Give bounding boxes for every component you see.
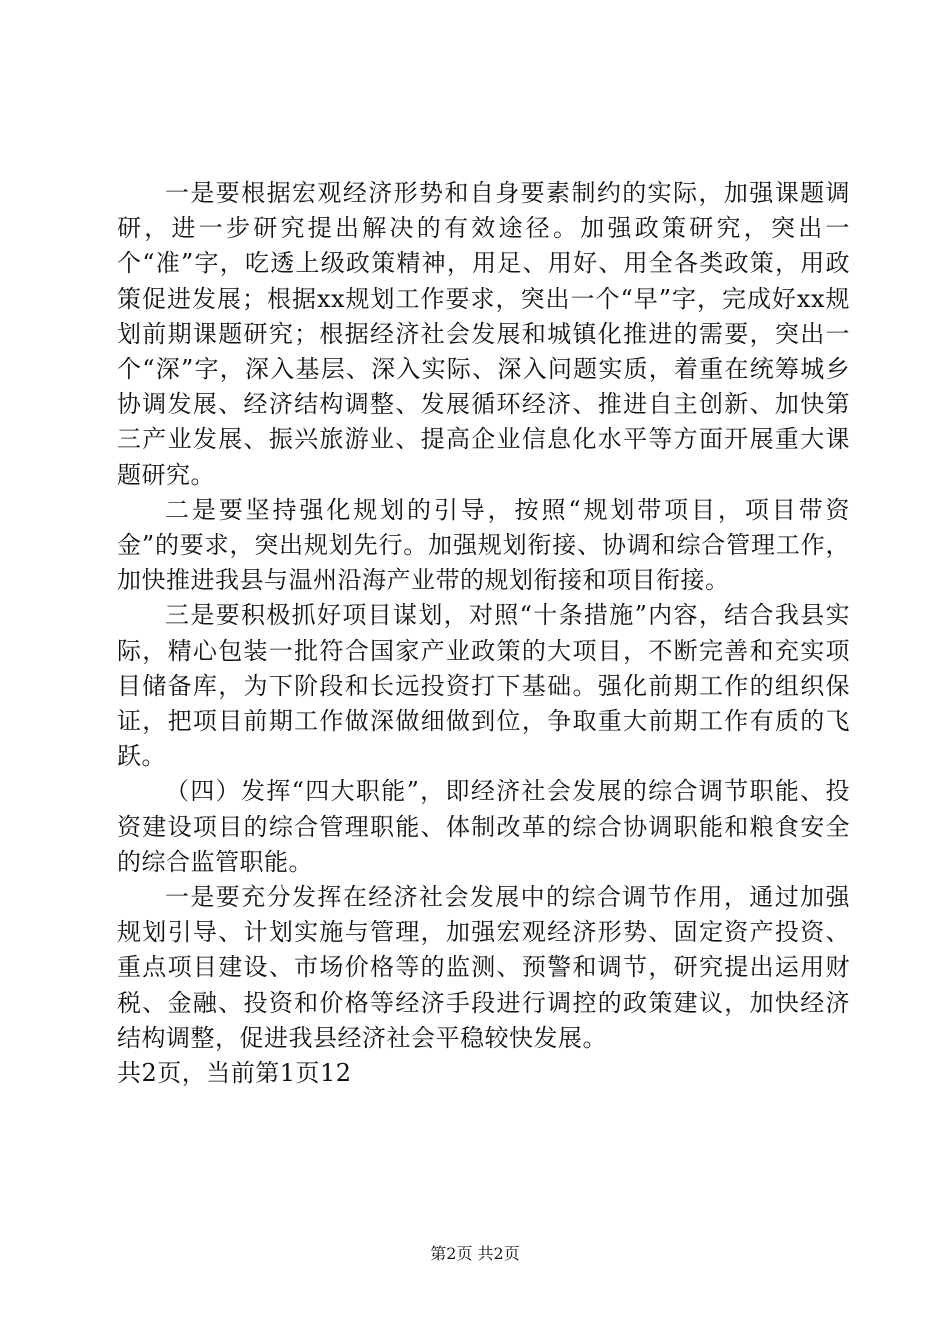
paragraph-2: 二是要坚持强化规划的引导，按照“规划带项目，项目带资金”的要求，突出规划先行。加强规划衔接、协调和综合管理工作，加快推进我县与温州沿海产业带的规划衔接和项目衔接。: [117, 495, 850, 595]
paragraph-5: 一是要充分发挥在经济社会发展中的综合调节作用，通过加强规划引导、计划实施与管理，加强宏观经济形势、固定资产投资、重点项目建设、市场价格等的监测、预警和调节，研究提出运用财税、金融、投资和价格等经济手段进行调控的政策建议，加快经济结构调整，促进我县经济社会平稳较快发展。: [117, 883, 850, 1052]
paragraph-1: 一是要根据宏观经济形势和自身要素制约的实际，加强课题调研，进一步研究提出解决的有效途径。加强政策研究，突出一个“准”字，吃透上级政策精神，用足、用好、用全各类政策，用政策促进发展；根据xx规划工作要求，突出一个“早”字，完成好xx规划前期课题研究；根据经济社会发展和城镇化推进的需要，突出一个“深”字，深入基层、深入实际、深入问题实质，着重在统筹城乡协调发展、经济结构调整、发展循环经济、推进自主创新、加快第三产业发展、振兴旅游业、提高企业信息化水平等方面开展重大课题研究。: [117, 179, 850, 489]
paragraph-4: （四）发挥“四大职能”，即经济社会发展的综合调节职能、投资建设项目的综合管理职能、体制改革的综合协调职能和粮食安全的综合监管职能。: [117, 777, 850, 876]
document-body: [117, 176, 850, 1091]
page-footer: 第2页 共2页: [430, 1244, 520, 1263]
page-count-line: 共2页，当前第1页12: [117, 1059, 352, 1088]
paragraph-3: 三是要积极抓好项目谋划，对照“十条措施”内容，结合我县实际，精心包装一批符合国家产业政策的大项目，不断完善和充实项目储备库，为下阶段和长远投资打下基础。强化前期工作的组织保证，把项目前期工作做深做细做到位，争取重大前期工作有质的飞跃。: [117, 601, 850, 771]
